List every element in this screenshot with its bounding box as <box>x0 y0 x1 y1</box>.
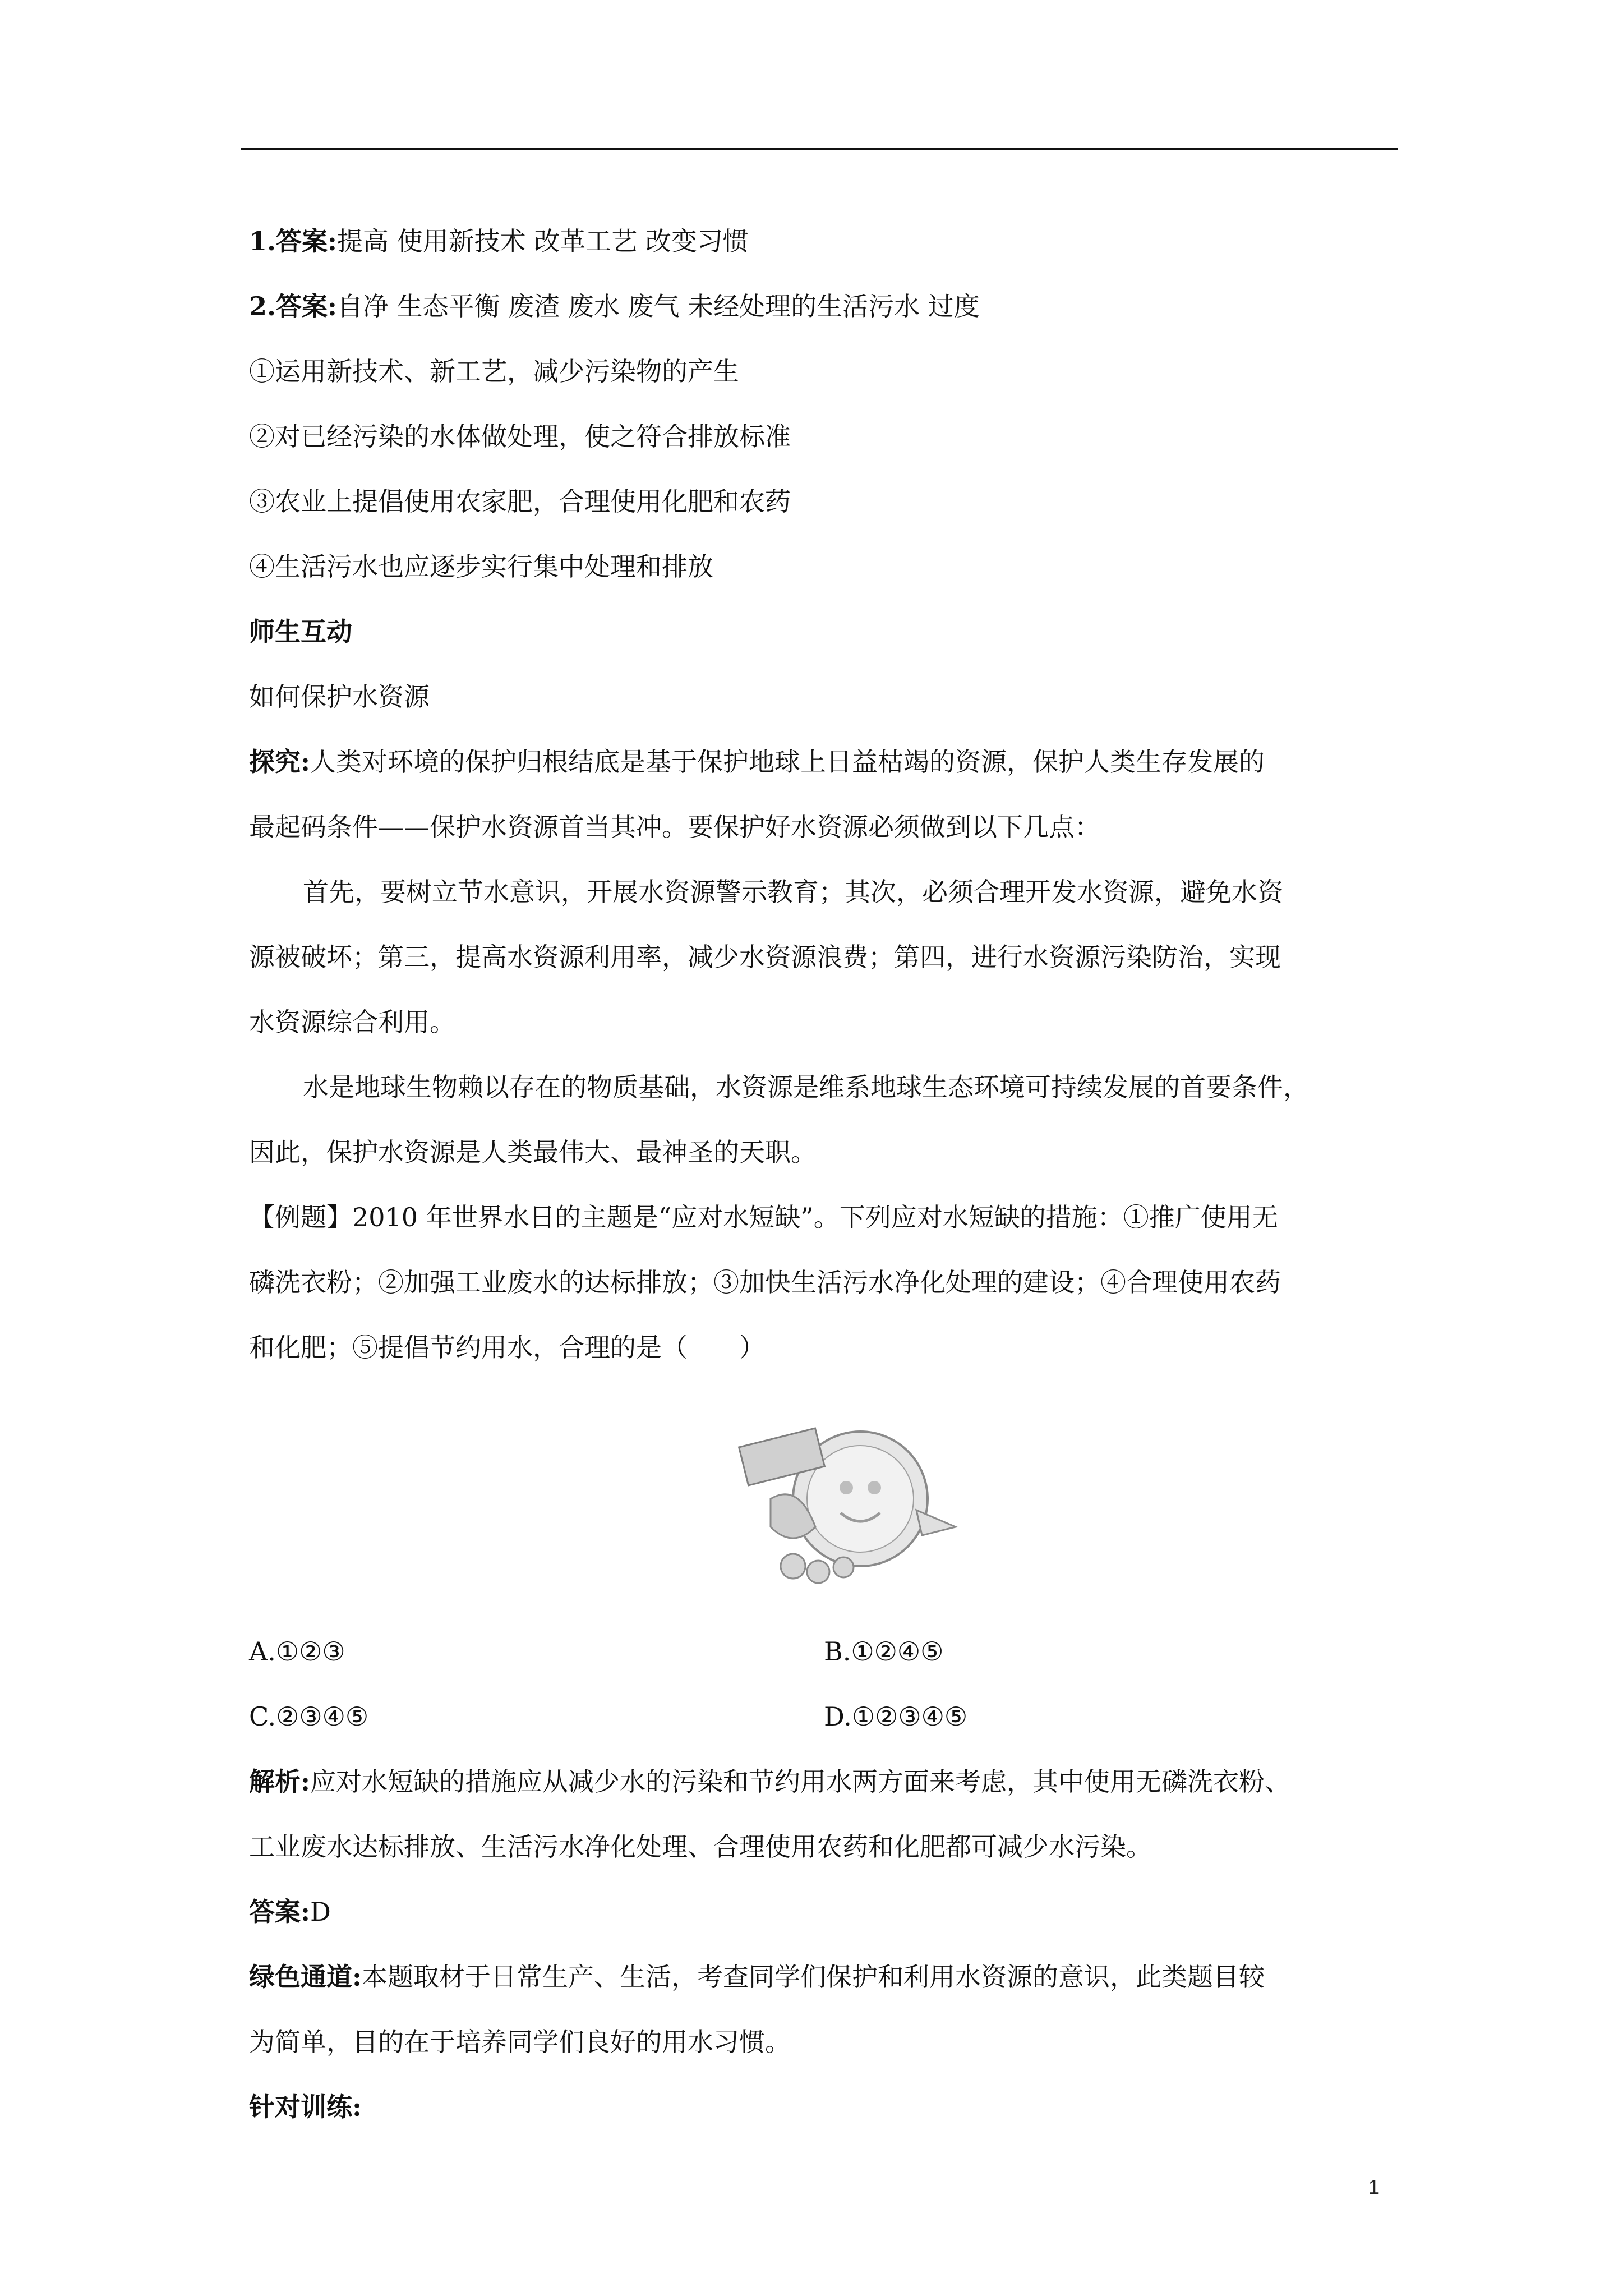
answer-2 <box>249 274 1399 339</box>
explore-text-1: 人类对环境的保护归根结底是基于保护地球上日益枯竭的资源，保护人类生存发展的 <box>310 747 1265 777</box>
para2-line-1: 水是地球生物赖以存在的物质基础，水资源是维系地球生态环境可持续发展的首要条件， <box>303 1072 1309 1102</box>
explore-line-2: 最起码条件——保护水资源首当其冲。要保护好水资源必须做到以下几点： <box>249 812 1100 842</box>
green-text-1: 本题取材于日常生产、生活，考查同学们保护和利用水资源的意识，此类题目较 <box>361 1962 1265 1992</box>
green-line-1 <box>249 1944 1399 2009</box>
world-water-day-illustration <box>249 1387 1399 1617</box>
explore-line-1 <box>249 729 1399 794</box>
answer-1 <box>249 209 1399 274</box>
answer-item-4: ④生活污水也应逐步实行集中处理和排放 <box>249 551 713 582</box>
para1-line-3: 水资源综合利用。 <box>249 1007 455 1037</box>
header-rule <box>241 148 1398 150</box>
training-label: 针对训练: <box>249 2092 362 2122</box>
answer-2-label: 2.答案: <box>249 291 338 321</box>
example-line-1: 【例题】2010 年世界水日的主题是“应对水短缺”。下列应对水短缺的措施：①推广使用无 <box>249 1202 1278 1232</box>
globe-illustration-icon <box>731 1415 972 1594</box>
green-label: 绿色通道: <box>249 1962 362 1992</box>
option-d: D.①②③④⑤ <box>824 1701 968 1732</box>
answer-value: D <box>310 1897 331 1927</box>
answer-item-2: ②对已经污染的水体做处理，使之符合排放标准 <box>249 421 791 452</box>
explore-label: 探究: <box>249 747 310 777</box>
section-title: 师生互动 <box>249 616 352 647</box>
options-row-2 <box>249 1684 1399 1749</box>
analysis-line-2: 工业废水达标排放、生活污水净化处理、合理使用农药和化肥都可减少水污染。 <box>249 1832 1152 1862</box>
page-number: 1 <box>1368 2175 1380 2198</box>
para1-line-2: 源被破坏；第三，提高水资源利用率，减少水资源浪费；第四，进行水资源污染防治，实现 <box>249 942 1281 972</box>
answer-line <box>249 1879 1399 1944</box>
document-body <box>249 209 1399 2139</box>
option-b: B.①②④⑤ <box>824 1636 944 1667</box>
answer-2-text: 自净 生态平衡 废渣 废水 废气 未经处理的生活污水 过度 <box>337 291 980 321</box>
option-a: A.①②③ <box>249 1636 345 1667</box>
answer-item-3: ③农业上提倡使用农家肥，合理使用化肥和农药 <box>249 486 791 517</box>
para1-line-1: 首先，要树立节水意识，开展水资源警示教育；其次，必须合理开发水资源，避免水资 <box>303 877 1283 907</box>
answer-1-text: 提高 使用新技术 改革工艺 改变习惯 <box>337 226 749 256</box>
green-line-2: 为简单，目的在于培养同学们良好的用水习惯。 <box>249 2027 791 2057</box>
analysis-text-1: 应对水短缺的措施应从减少水的污染和节约用水两方面来考虑，其中使用无磷洗衣粉、 <box>310 1766 1290 1797</box>
answer-label: 答案: <box>249 1897 310 1927</box>
para2-line-2: 因此，保护水资源是人类最伟大、最神圣的天职。 <box>249 1137 817 1167</box>
section-subtitle: 如何保护水资源 <box>249 682 430 712</box>
option-c: C.②③④⑤ <box>249 1701 369 1732</box>
analysis-line-1 <box>249 1749 1399 1814</box>
answer-item-1: ①运用新技术、新工艺，减少污染物的产生 <box>249 356 739 386</box>
analysis-label: 解析: <box>249 1766 310 1797</box>
example-line-2: 磷洗衣粉；②加强工业废水的达标排放；③加快生活污水净化处理的建设；④合理使用农药 <box>249 1267 1281 1297</box>
options-row-1 <box>249 1619 1399 1684</box>
answer-1-label: 1.答案: <box>249 226 338 256</box>
example-line-3: 和化肥；⑤提倡节约用水，合理的是（ ） <box>249 1332 765 1363</box>
